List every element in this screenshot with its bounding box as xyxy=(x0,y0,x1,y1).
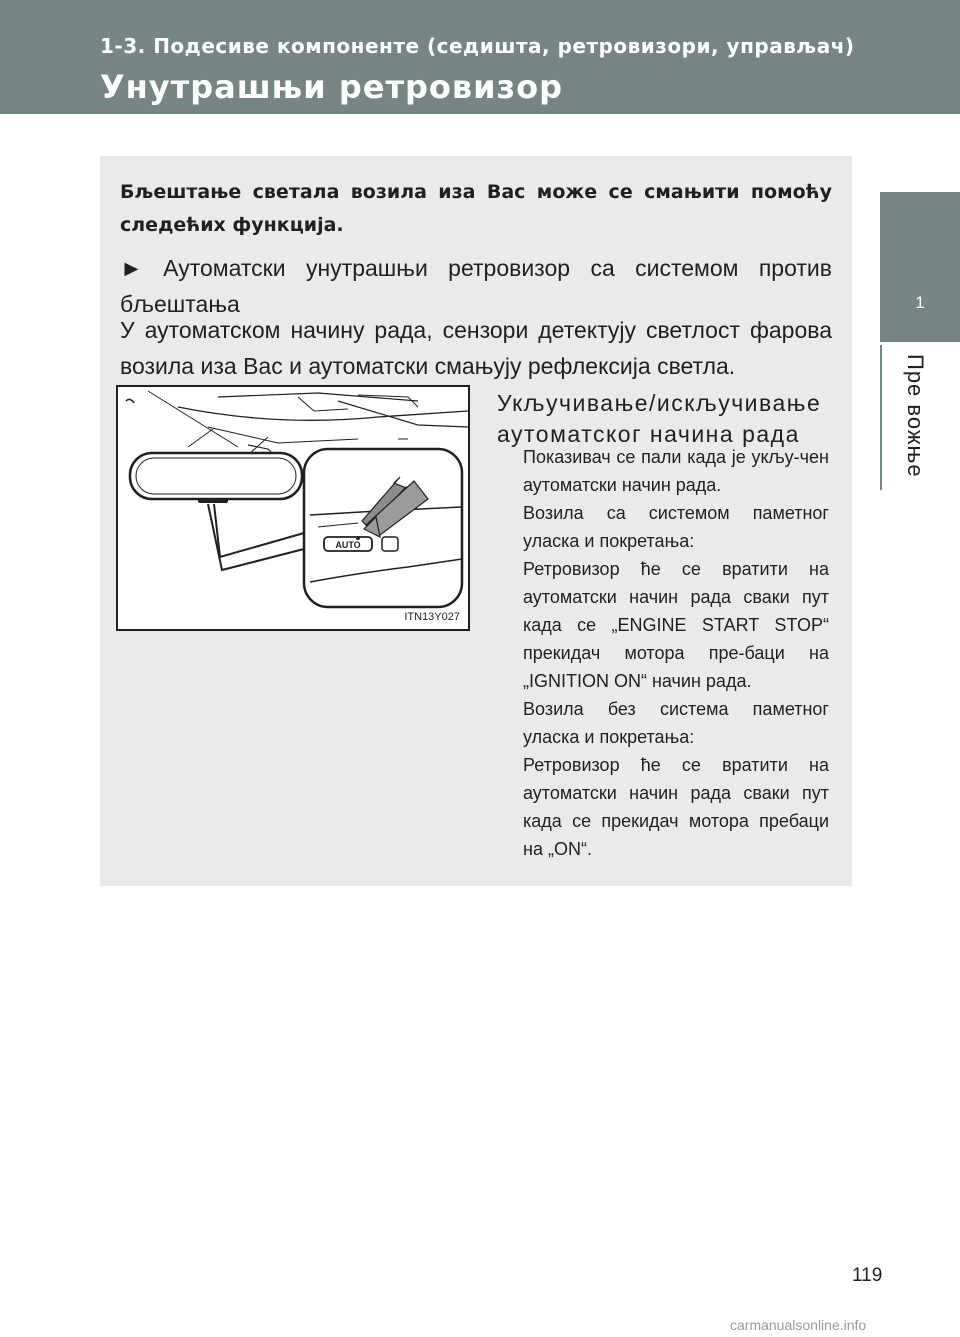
figure-code: ITN13Y027 xyxy=(404,611,460,623)
note-smart-entry-heading: Возила са системом паметног уласка и покретања: xyxy=(523,503,829,551)
section-label: 1-3. Подесиве компоненте (седишта, ретровизори, управљач) xyxy=(100,34,855,58)
intro-text: Бљештање светала возила иза Вас може се смањити помоћу следећих функција. xyxy=(120,181,832,236)
note-smart-entry-text: Ретровизор ће се вратити на аутоматски начин рада сваки пут када се „ENGINE START STOP“ прекидач мотора пре-баци на „IGNITION ON“ начин рада. xyxy=(523,559,829,691)
page-number: 119 xyxy=(852,1265,883,1286)
side-tab-title: Пре вожње xyxy=(903,354,928,478)
sub-heading: Укључивање/искључивање аутоматског начина рада xyxy=(497,390,822,447)
watermark: carmanualsonline.info xyxy=(730,1317,867,1333)
note-indicator: Показивач се пали када је укљу-чен аутоматски начин рада. xyxy=(523,447,829,495)
mirror-drawing xyxy=(118,387,468,629)
feature-heading: ► Аутоматски унутрашњи ретровизор са системом против бљештања xyxy=(120,255,832,317)
note-no-smart-entry-text: Ретровизор ће се вратити на аутоматски начин рада сваки пут када се прекидач мотора пребаци на „ON“. xyxy=(523,755,829,859)
auto-button-label: AUTO xyxy=(335,540,361,550)
page-title: Унутрашњи ретровизор xyxy=(100,68,564,106)
feature-description: У аутоматском начину рада, сензори детектују светлост фарова возила иза Вас и аутоматски смањују рефлексија светла. xyxy=(120,317,832,379)
notes xyxy=(523,443,829,863)
note-no-smart-entry-heading: Возила без система паметног уласка и покретања: xyxy=(523,699,829,747)
side-tab-number: 1 xyxy=(880,192,960,342)
mirror-illustration xyxy=(116,385,470,631)
